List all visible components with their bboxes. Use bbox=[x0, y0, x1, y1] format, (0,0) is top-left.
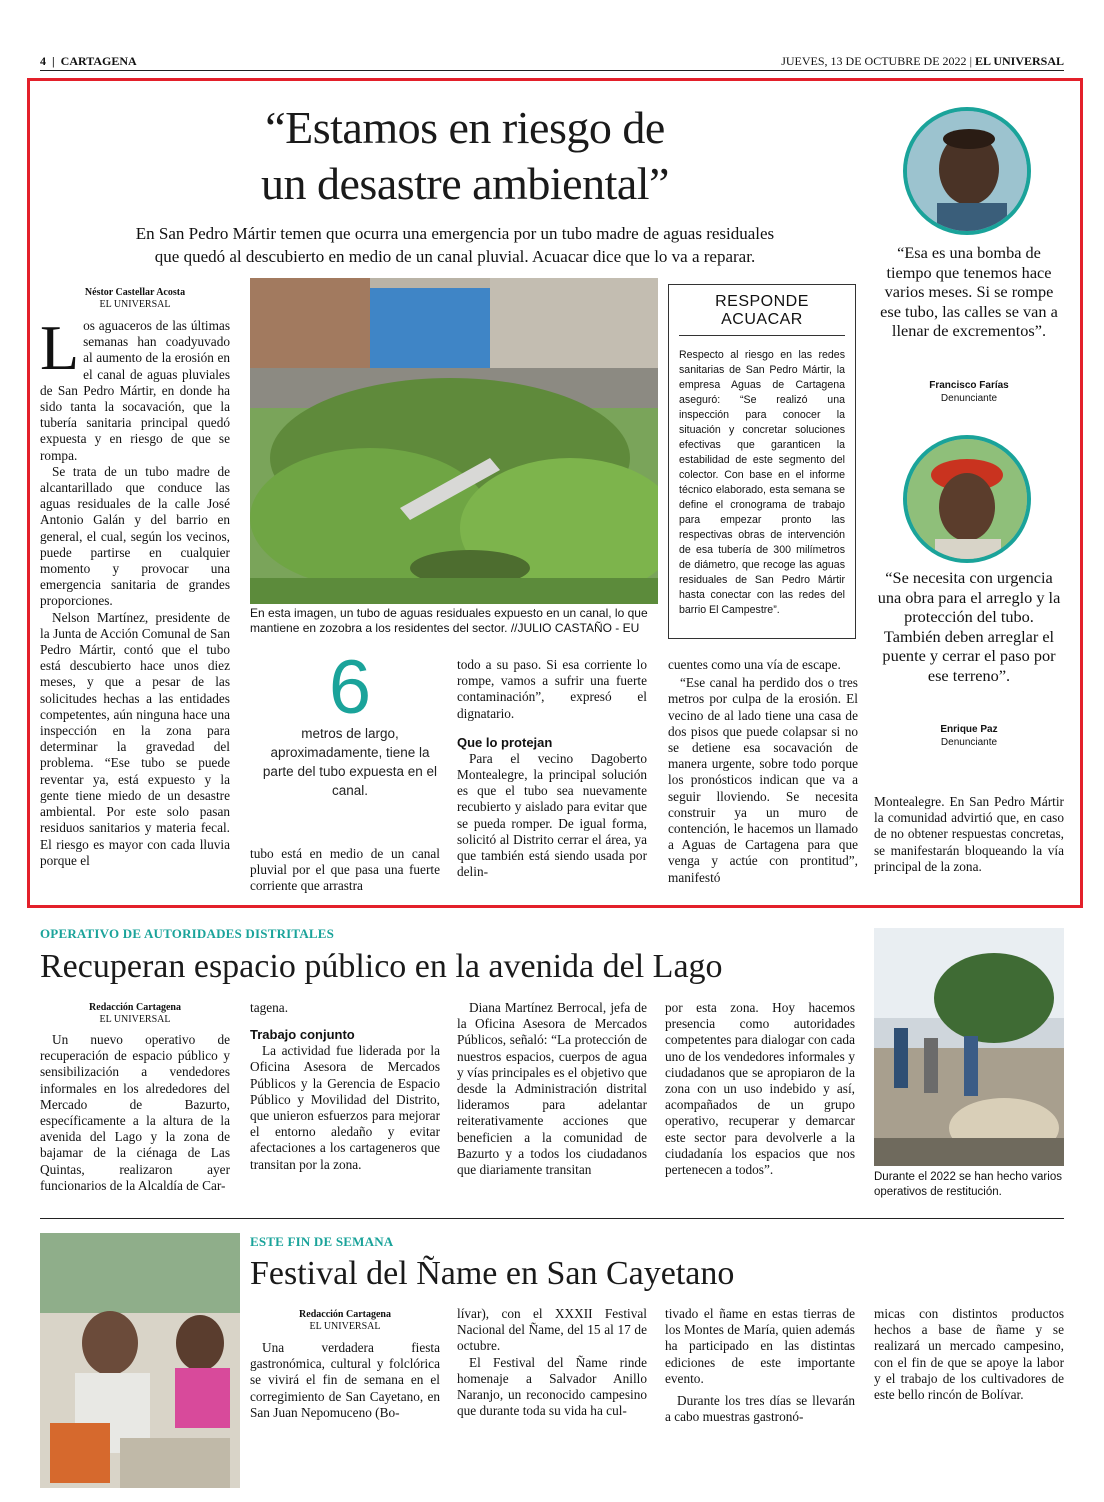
article3-title: Festival del Ñame en San Cayetano bbox=[250, 1255, 735, 1292]
person-portrait-image bbox=[907, 111, 1027, 231]
article3-byline bbox=[250, 1309, 440, 1333]
article2-title: Recuperan espacio público en la avenida del Lago bbox=[40, 948, 723, 985]
article2-photo bbox=[874, 928, 1064, 1166]
portrait-enrique-paz bbox=[903, 435, 1031, 563]
portrait-francisco-farias bbox=[903, 107, 1031, 235]
fact-number: 6 bbox=[328, 645, 372, 730]
newspaper-name: EL UNIVERSAL bbox=[974, 54, 1064, 68]
article3-column1 bbox=[250, 1340, 440, 1421]
box-title: RESPONDE ACUACAR bbox=[679, 293, 845, 336]
article2-byline bbox=[40, 1002, 230, 1026]
page-section: 4 | CARTAGENA bbox=[40, 54, 137, 68]
article1-byline bbox=[40, 287, 230, 311]
article2-paragraph: tagena. bbox=[250, 1000, 289, 1015]
box-text: Respecto al riesgo en las redes sanitarias de San Pedro Mártir, la empresa Aguas de Cartagena aseguró: “Se realizó una inspección para conocer la situación y concretar soluciones efectivas que garanticen la estabilidad de este segmento del colector. Con base en el informe técnico elaborado, esta semana se define el cronograma de trabajo para empezar pronto las respectivas obras de intervención de esa tubería de 300 milímetros de diámetro, que recoge las aguas residuales de San Pedro Mártir hasta conectar con las redes del barrio El Campestre”. bbox=[679, 349, 845, 616]
article1-lead-line1: En San Pedro Mártir temen que ocurra una emergencia por un tubo madre de aguas residuales bbox=[135, 224, 775, 243]
article3-paragraph: lívar), con el XXXII Festival Nacional del Ñame, del 15 al 17 de octubre. bbox=[457, 1306, 647, 1354]
byline-name: Redacción Cartagena bbox=[299, 1309, 391, 1320]
article2-column3 bbox=[457, 1000, 647, 1178]
byline-name: Néstor Castellar Acosta bbox=[84, 287, 186, 298]
article1-title bbox=[120, 100, 810, 212]
article1-paragraph: Nelson Martínez, presidente de la Junta de Acción Comunal de San Pedro Mártir, contó que el tubo está descubierto hace unos diez meses, y que a pesar de las solicitudes hechas a las entidades competentes, aún ninguna hace una inspección en la zona para determinar la gravedad del problema. “Ese tubo se puede reventar ya, está expuesto y la gente tiene miedo de un desastre ambiental. Por este solo pasan residuos sanitarios y materia fecal. El riesgo es mayor con cada lluvia porque el bbox=[40, 609, 230, 868]
section-divider bbox=[40, 1218, 1064, 1219]
article3-paragraph: micas con distintos productos hechos a base de ñame y se realizará un mercado campesino, con el fin de que se apoye la labor y el trabajo de los cultivadores de este bello rincón de Bolívar. bbox=[874, 1306, 1064, 1403]
article3-paragraph: Durante los tres días se llevarán a cabo muestras gastronó- bbox=[665, 1393, 855, 1425]
article1-title-line1: “Estamos en riesgo de bbox=[265, 102, 665, 153]
article2-paragraph: por esta zona. Hoy hacemos presencia como autoridades competentes para dialogar con cada uno de los vendedores informales y ciudadanos que se apropiaron de la zona con un uso indebido y así, acompañados de un grupo operativo, recuperar y demarcar este sector para devolverle a la ciudadanía los espacios que nos pertenecen a todos”. bbox=[665, 1000, 855, 1178]
article3-paragraph: El Festival del Ñame rinde homenaje a Salvador Anillo Naranjo, un reconocido campesino que durante toda su vida ha cul- bbox=[457, 1354, 647, 1419]
article1-column1 bbox=[40, 312, 230, 869]
article1-lead-line2: que quedó al descubierto en medio de un canal pluvial. Acuacar dice que lo va a reparar. bbox=[154, 247, 756, 266]
section-name: CARTAGENA bbox=[60, 54, 137, 68]
quote-name: Francisco Farías bbox=[929, 380, 1009, 391]
canal-photo-illustration bbox=[250, 278, 658, 604]
page-number: 4 bbox=[40, 54, 46, 68]
article1-paragraph: Se trata de un tubo madre de alcantarillado que conduce las aguas residuales de la calle José Antonio Galán y del barrio en general, el cual, según los vecinos, puede partirse en cualquier momento y provocar una emergencia sanitaria de grandes proporciones. bbox=[40, 463, 230, 609]
quote-enrique-attribution bbox=[874, 723, 1064, 749]
article2-photo-caption: Durante el 2022 se han hecho varios operativos de restitución. bbox=[874, 1171, 1062, 1198]
article1-photo bbox=[250, 278, 658, 604]
article2-subhead: Trabajo conjunto bbox=[250, 1027, 355, 1043]
quote-enrique: “Se necesita con urgencia una obra para el arreglo y la protección del tubo. También deben arreglar el puente y cerrar el paso por ese terreno”. bbox=[877, 568, 1061, 685]
market-photo-illustration bbox=[874, 928, 1064, 1166]
article3-column2 bbox=[457, 1306, 647, 1419]
quote-name: Enrique Paz bbox=[940, 724, 998, 735]
page-header bbox=[40, 53, 1064, 71]
article3-paragraph: Una verdadera fiesta gastronómica, cultural y folclórica se vivirá el fin de semana en el corregimiento de San Cayetano, en San Juan Nepomuceno (Bo- bbox=[250, 1340, 440, 1420]
article2-paragraph: Diana Martínez Berrocal, jefa de la Oficina Asesora de Mercados Públicos, señaló: “La protección de nuestros espacios, cuerpos de agua y vías principales es el objetivo que desde la Administración distrital lideramos para adelantar reiterativamente acciones que beneficien a la comunidad de Bazurto y a todos los ciudadanos que diariamente transitan bbox=[457, 1000, 647, 1178]
acuacar-response-box bbox=[668, 284, 856, 639]
article2-kicker: OPERATIVO DE AUTORIDADES DISTRITALES bbox=[40, 926, 335, 941]
fact-text: metros de largo, aproximadamente, tiene la parte del tubo expuesta en el canal. bbox=[262, 726, 438, 798]
dropcap: L bbox=[40, 312, 80, 383]
byline-outlet: EL UNIVERSAL bbox=[309, 1321, 381, 1332]
article2-paragraph: La actividad fue liderada por la Oficina Asesora de Mercados Públicos y la Gerencia de Espacio Público y Movilidad del Distrito, que unieron esfuerzos para mejorar el entorno aledaño y evitar afectaciones a los cartageneros que transitan por la zona. bbox=[250, 1043, 440, 1172]
article1-column4 bbox=[668, 657, 858, 886]
byline-name: Redacción Cartagena bbox=[89, 1002, 181, 1013]
article1-paragraph: “Ese canal ha perdido dos o tres metros por culpa de la erosión. El vecino de al lado tiene una casa de dos pisos que puede colapsar si no se detiene esa socavación de manera urgente, sobre todo porque los pronósticos indican que va a seguir lloviendo. Se necesita construir ya un muro de contención, le hacemos un llamado a Aguas de Cartagena para que venga y actúe con prontitud”, manifestó bbox=[668, 675, 858, 885]
quote-role: Denunciante bbox=[940, 737, 998, 748]
article1-column3 bbox=[457, 657, 647, 880]
article1-paragraph: tubo está en medio de un canal pluvial por el que pasa una fuerte corriente que arrastra bbox=[250, 846, 440, 894]
article1-paragraph: cuentes como una vía de escape. bbox=[668, 657, 841, 672]
article1-title-line2: un desastre ambiental” bbox=[261, 158, 669, 209]
issue-date: JUEVES, 13 DE OCTUBRE DE 2022 bbox=[781, 54, 967, 68]
article1-column5 bbox=[874, 794, 1064, 875]
article1-lead bbox=[60, 222, 850, 268]
quote-francisco-attribution bbox=[874, 379, 1064, 405]
page-dateline: JUEVES, 13 DE OCTUBRE DE 2022 | EL UNIVERSAL bbox=[781, 54, 1064, 68]
quote-francisco: “Esa es una bomba de tiempo que tenemos hace varios meses. Si se rompe ese tubo, las calles se van a llenar de excrementos”. bbox=[880, 243, 1058, 341]
article1-paragraph: todo a su paso. Si esa corriente lo rompe, vamos a sufrir una fuerte contaminación”, expresó el dignatario. bbox=[457, 657, 647, 721]
article3-column3 bbox=[665, 1306, 855, 1425]
person-portrait-image bbox=[907, 439, 1027, 559]
quote-role: Denunciante bbox=[940, 393, 998, 404]
byline-outlet: EL UNIVERSAL bbox=[99, 299, 171, 310]
byline-outlet: EL UNIVERSAL bbox=[99, 1014, 171, 1025]
article1-paragraph: Para el vecino Dagoberto Montealegre, la principal solución es que el tubo sea nuevamente recubierto y aislado para evitar que se pueda romper. De igual forma, solicitó al Distrito cerrar el área, ya que también está siendo usada por delin- bbox=[457, 750, 647, 880]
article2-paragraph: Un nuevo operativo de recuperación de espacio público y sensibilización a vendedores informales en los alrededores del Mercado de Bazurto, específicamente a la altura de la avenida del Lago y la zona de bajamar de la ciénaga de Las Quintas, realizaron ayer funcionarios de la Alcaldía de Car- bbox=[40, 1032, 230, 1193]
article1-paragraph: Montealegre. En San Pedro Mártir la comunidad advirtió que, en caso de no obtener respuestas concretas, se manifestarán bloqueando la vía principal de la zona. bbox=[874, 794, 1064, 874]
article2-column2 bbox=[250, 1000, 440, 1173]
article2-column1 bbox=[40, 1032, 230, 1194]
festival-photo-illustration bbox=[40, 1233, 240, 1488]
article1-photo-caption: En esta imagen, un tubo de aguas residuales expuesto en un canal, lo que mantiene en zozobra a los residentes del sector. //JULIO CASTAÑO - EU bbox=[250, 606, 648, 635]
article3-paragraph: tivado el ñame en estas tierras de los Montes de María, quien además ha participado en las distintas ediciones de este importante evento. bbox=[665, 1306, 855, 1386]
article1-subhead: Que lo protejan bbox=[457, 734, 553, 750]
article2-column4 bbox=[665, 1000, 855, 1178]
article1-column2-bottom bbox=[250, 846, 440, 895]
article3-photo bbox=[40, 1233, 240, 1488]
article3-column4 bbox=[874, 1306, 1064, 1403]
article3-kicker: ESTE FIN DE SEMANA bbox=[250, 1234, 394, 1249]
article1-paragraph: os aguaceros de las últimas semanas han coadyuvado al aumento de la erosión en el canal de aguas pluviales de San Pedro Mártir, en donde ha sido tanta la socavación, que la tubería sanitaria principal quedó expuesta y en riesgo de que se rompa. bbox=[40, 318, 230, 463]
